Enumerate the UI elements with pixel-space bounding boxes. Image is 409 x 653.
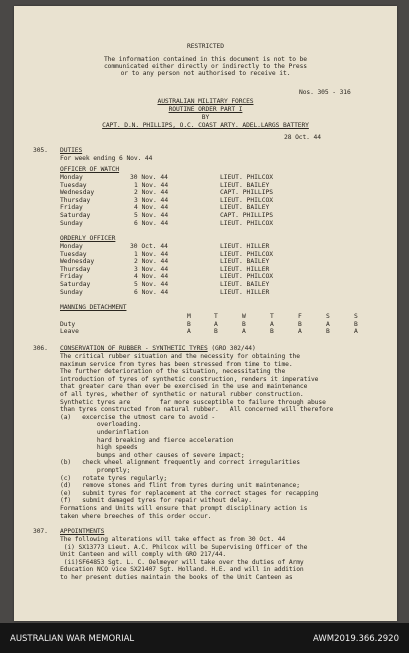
rubber-line: of all tyres, whether of synthetic or natural rubber construction. xyxy=(60,391,304,398)
section-305-number: 305. xyxy=(33,147,48,154)
table-row: Tuesday 1 Nov. 44 LIEUT. PHILCOX xyxy=(60,250,274,258)
rubber-line: (d) remove stones and flint from tyres during unit maintenance; xyxy=(60,482,300,490)
duties-title: DUTIES xyxy=(60,147,83,154)
table-row: M T W T F S S xyxy=(187,313,358,320)
rubber-line: maximum service from tyres has been stressed from time to time. xyxy=(60,360,293,368)
archive-footer xyxy=(0,623,409,653)
manning-detachment-title: MANNING DETACHMENT xyxy=(60,304,127,311)
routine-order-title: ROUTINE ORDER PART I xyxy=(168,106,243,113)
order-numbers: Nos. 305 - 316 xyxy=(299,89,351,96)
rubber-heading xyxy=(60,345,256,353)
notice-line-2: communicated either directly or indirectly to the Press xyxy=(103,63,307,70)
section-307-number: 307. xyxy=(33,528,48,535)
rubber-line: underinflation xyxy=(60,429,149,436)
rubber-line: (a) excercise the utmost care to avoid - xyxy=(60,413,216,421)
appointments-line: (i) SX13773 Lieut. A.C. Philcox will be Supervising Officer of the xyxy=(60,543,308,551)
appointments-title: APPOINTMENTS xyxy=(60,528,105,535)
footer-institution: AUSTRALIAN WAR MEMORIAL xyxy=(10,634,135,644)
appointments-line: Education NCO vice SX21407 Sgt. Holland. H.E. and will in addition xyxy=(60,566,304,574)
manning-detachment-table xyxy=(60,313,390,336)
issuing-officer: CAPT. D.N. PHILLIPS, O.C. COAST ARTY. ADEL.LARGS BATTERY xyxy=(102,122,309,129)
organisation-title: AUSTRALIAN MILITARY FORCES xyxy=(157,98,254,105)
table-row: Friday 4 Nov. 44 LIEUT. BAILEY xyxy=(60,204,270,212)
rubber-line: Synthetic tyres are far more susceptible to failure through abuse xyxy=(60,398,326,406)
rubber-line: (c) rotate tyres regularly; xyxy=(60,474,168,482)
table-row: Sunday 6 Nov. 44 LIEUT. HILLER xyxy=(60,288,270,296)
order-date: 28 Oct. 44 xyxy=(284,134,321,141)
rubber-line: (f) submit damaged tyres for repair without delay. xyxy=(60,497,252,505)
rubber-line: taken where breeches of this order occur. xyxy=(60,512,212,520)
table-row: Saturday 5 Nov. 44 CAPT. PHILLIPS xyxy=(60,211,274,219)
officer-of-watch-table xyxy=(60,174,360,227)
rubber-line: than tyres constructed from natural rubber. All concerned will therefore xyxy=(60,406,334,414)
rubber-line: promptly; xyxy=(60,467,131,474)
section-306-number: 306. xyxy=(33,345,48,352)
officer-of-watch-title: OFFICER OF WATCH xyxy=(60,166,120,173)
rubber-line: Formations and Units will ensure that prompt disciplinary action is xyxy=(60,505,308,512)
rubber-title: CONSERVATION OF RUBBER - SYNTHETIC TYRES xyxy=(60,345,208,352)
table-row: Wednesday 2 Nov. 44 LIEUT. BAILEY xyxy=(60,258,270,266)
rubber-line: bumps and other causes of severe impact; xyxy=(60,451,245,459)
table-row: Monday 30 Oct. 44 LIEUT. HILLER xyxy=(60,243,270,250)
orderly-officer-title: ORDERLY OFFICER xyxy=(60,235,116,242)
rubber-line: introduction of tyres of synthetic construction, renders it imperative xyxy=(60,375,319,383)
rubber-line: (b) check wheel alignment frequently and correct irregularities xyxy=(60,459,300,467)
rubber-line: high speeds xyxy=(60,444,138,452)
table-row: Tuesday 1 Nov. 44 LIEUT. BAILEY xyxy=(60,181,270,189)
notice-line-3: or to any person not authorised to receive it. xyxy=(120,70,291,77)
table-row: Monday 30 Nov. 44 LIEUT. PHILCOX xyxy=(60,174,274,181)
rubber-reference: (GRO 302/44) xyxy=(207,345,256,352)
week-ending: For week ending 6 Nov. 44 xyxy=(60,155,153,162)
rubber-line: The further deterioration of the situation, necessitating the xyxy=(60,368,286,376)
appointments-line: Unit Canteen and will comply with GRO 217/44. xyxy=(60,551,227,559)
restricted-label: RESTRICTED xyxy=(187,43,224,50)
notice-line-1: The information contained in this document is not to be xyxy=(103,56,307,63)
table-row: Saturday 5 Nov. 44 LIEUT. BAILEY xyxy=(60,280,270,288)
rubber-line: The critical rubber situation and the necessity for obtaining the xyxy=(60,353,300,360)
table-row: Thursday 3 Nov. 44 LIEUT. HILLER xyxy=(60,265,270,273)
table-row: Sunday 6 Nov. 44 LIEUT. PHILCOX xyxy=(60,219,274,227)
rubber-line: overloading. xyxy=(60,421,142,429)
document-page xyxy=(14,6,397,621)
table-row: Friday 4 Nov. 44 LIEUT. PHILCOX xyxy=(60,273,274,281)
appointments-line: to her present duties maintain the books of the Unit Canteen as xyxy=(60,574,293,581)
table-row: Duty B A B A B A B xyxy=(60,320,358,328)
table-row: Wednesday 2 Nov. 44 CAPT. PHILLIPS xyxy=(60,189,274,197)
rubber-line: that greater care than ever be exercised in the use and maintenance xyxy=(60,383,308,391)
appointments-line: The following alterations will take effect as from 30 Oct. 44 xyxy=(60,536,286,543)
orderly-officer-table xyxy=(60,243,360,296)
appointments-line: (ii)SF64853 Sgt. L. C. Oelmeyer will take over the duties of Army xyxy=(60,558,304,566)
by-label: BY xyxy=(201,114,210,121)
table-row: Leave A B A B A B A xyxy=(60,328,358,336)
rubber-line: (e) submit tyres for replacement at the correct stages for recapping xyxy=(60,489,319,497)
table-row: Thursday 3 Nov. 44 LIEUT. PHILCOX xyxy=(60,196,274,204)
footer-accession-number: AWM2019.366.2920 xyxy=(313,634,399,644)
rubber-line: hard breaking and fierce acceleration xyxy=(60,436,234,444)
